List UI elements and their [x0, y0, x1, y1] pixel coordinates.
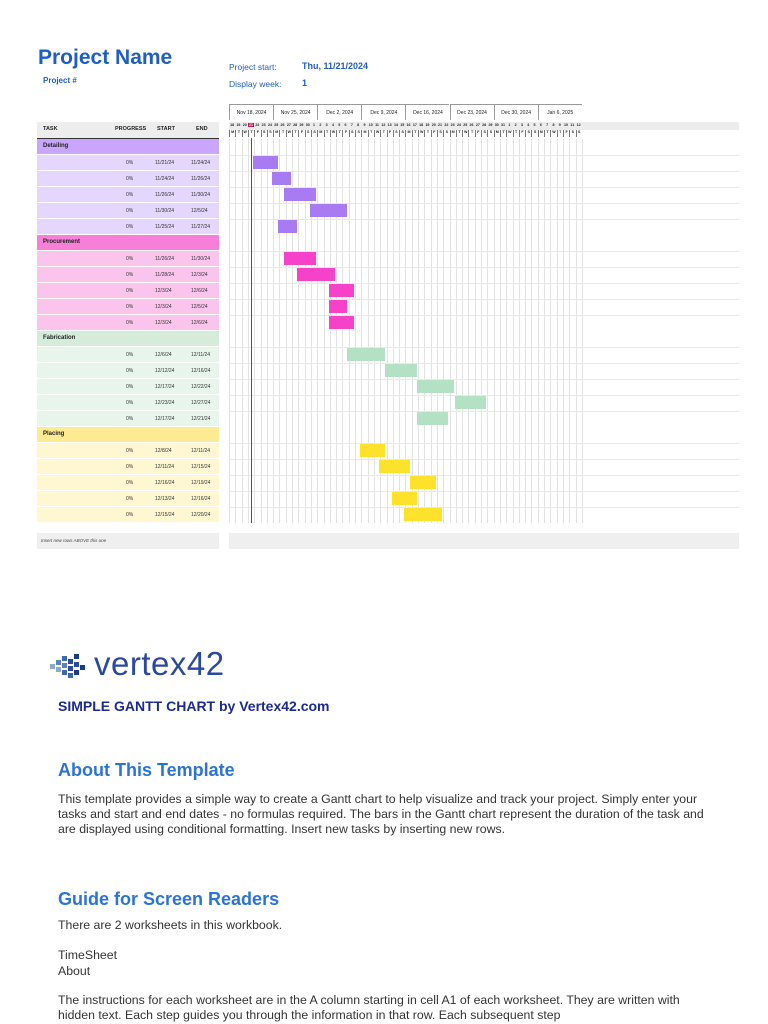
project-name[interactable]: Project Name	[38, 46, 173, 69]
task-start-date[interactable]: 12/3/24	[155, 304, 172, 310]
day-letter: M	[450, 130, 456, 137]
day-number: 22	[444, 123, 449, 127]
gantt-bar[interactable]	[272, 172, 291, 185]
week-header	[538, 104, 582, 120]
day-letter: S	[355, 130, 361, 137]
day-number: 11	[375, 123, 379, 127]
task-progress[interactable]: 0%	[126, 192, 134, 198]
day-number: 3	[520, 123, 523, 127]
day-letter: S	[311, 130, 317, 137]
day-letter: T	[557, 130, 563, 137]
day-letter: T	[380, 130, 386, 137]
day-letter: S	[399, 130, 405, 137]
task-progress[interactable]: 0%	[126, 464, 134, 470]
day-number: 24	[267, 123, 272, 127]
day-number: 19	[425, 123, 430, 127]
day-letter: T	[424, 130, 430, 137]
phase-title: Fabrication	[43, 335, 76, 341]
day-letter: M	[317, 130, 323, 137]
task-start-date[interactable]: 12/6/24	[155, 352, 172, 358]
task-start-date[interactable]: 12/13/24	[155, 496, 175, 502]
gantt-bar[interactable]	[297, 268, 335, 281]
task-start-date[interactable]: 12/11/24	[155, 464, 175, 470]
task-progress[interactable]: 0%	[126, 256, 134, 262]
day-letter: M	[229, 130, 235, 137]
phase-row[interactable]	[37, 139, 219, 155]
day-letter: M	[494, 130, 500, 137]
day-number: 1	[508, 123, 511, 127]
task-start-date[interactable]: 11/30/24	[155, 208, 175, 214]
task-end-date[interactable]: 11/27/24	[191, 224, 211, 230]
day-number: 9	[558, 123, 561, 127]
day-letter: F	[387, 130, 393, 137]
task-progress[interactable]: 0%	[126, 384, 134, 390]
task-start-date[interactable]: 12/3/24	[155, 320, 172, 326]
day-letter: S	[305, 130, 311, 137]
day-number: 28	[482, 123, 487, 127]
table-row[interactable]	[37, 443, 219, 459]
week-label: Dec 2, 2024	[326, 110, 354, 116]
day-number: 20	[242, 123, 247, 127]
table-row[interactable]	[37, 475, 219, 491]
gantt-bar[interactable]	[253, 156, 278, 169]
guide-intro: There are 2 worksheets in this workbook.	[58, 918, 283, 932]
today-line	[251, 138, 252, 523]
day-letter: F	[519, 130, 525, 137]
day-letter: T	[324, 130, 330, 137]
task-end-date[interactable]: 12/5/24	[191, 304, 208, 310]
day-number: 24	[456, 123, 461, 127]
gantt-bar[interactable]	[329, 300, 348, 313]
day-number: 30	[494, 123, 499, 127]
task-progress[interactable]: 0%	[126, 480, 134, 486]
week-label: Nov 18, 2024	[236, 110, 267, 116]
table-row[interactable]	[37, 251, 219, 267]
task-end-date[interactable]: 12/3/24	[191, 272, 208, 278]
task-end-date[interactable]: 11/30/24	[191, 192, 211, 198]
day-number: 15	[400, 123, 405, 127]
day-letter: M	[361, 130, 367, 137]
task-end-date[interactable]: 11/26/24	[191, 176, 211, 182]
about-heading: About This Template	[58, 760, 235, 780]
day-number: 22	[255, 123, 260, 127]
table-row[interactable]	[37, 219, 219, 235]
day-number: 7	[350, 123, 353, 127]
gantt-bar[interactable]	[455, 396, 487, 409]
day-number: 18	[419, 123, 424, 127]
task-end-date[interactable]: 12/11/24	[191, 448, 211, 454]
day-number: 2	[514, 123, 517, 127]
task-progress[interactable]: 0%	[126, 288, 134, 294]
task-progress[interactable]: 0%	[126, 224, 134, 230]
task-start-date[interactable]: 11/25/24	[155, 224, 175, 230]
task-start-date[interactable]: 11/24/24	[155, 176, 175, 182]
week-label: Dec 9, 2024	[370, 110, 398, 116]
task-progress[interactable]: 0%	[126, 272, 134, 278]
task-end-date[interactable]: 12/27/24	[191, 400, 211, 406]
day-number: 11	[570, 123, 575, 127]
day-number: 29	[488, 123, 493, 127]
gantt-phase-band	[229, 427, 739, 523]
day-number: 10	[368, 123, 373, 127]
day-letter: F	[254, 130, 260, 137]
task-start-date[interactable]: 12/16/24	[155, 480, 175, 486]
task-progress[interactable]: 0%	[126, 512, 134, 518]
day-number: 23	[261, 123, 266, 127]
insert-rows-note-row	[37, 533, 219, 549]
day-letter: M	[273, 130, 279, 137]
day-number: 21	[249, 123, 254, 127]
day-letter: S	[267, 130, 273, 137]
day-number: 25	[274, 123, 279, 127]
vertex42-logo-icon	[48, 650, 92, 684]
day-letter: S	[576, 130, 582, 137]
day-letter: T	[412, 130, 418, 137]
task-progress[interactable]: 0%	[126, 416, 134, 422]
vertex42-logo	[48, 645, 225, 689]
week-header	[405, 104, 449, 120]
day-letter: T	[456, 130, 462, 137]
day-number: 12	[576, 123, 581, 127]
gantt-bar[interactable]	[379, 460, 411, 473]
day-letter: W	[462, 130, 468, 137]
phase-title: Placing	[43, 431, 65, 437]
week-header	[317, 104, 361, 120]
task-progress[interactable]: 0%	[126, 320, 134, 326]
day-number: 4	[527, 123, 530, 127]
day-number: 16	[406, 123, 411, 127]
logo-wordmark: vertex42	[94, 645, 225, 682]
table-row[interactable]	[37, 363, 219, 379]
day-number: 28	[293, 123, 298, 127]
day-letter: T	[544, 130, 550, 137]
day-letter: M	[538, 130, 544, 137]
day-number: 21	[438, 123, 443, 127]
day-letter: F	[475, 130, 481, 137]
day-letter: W	[330, 130, 336, 137]
gantt-bar[interactable]	[410, 476, 435, 489]
gantt-phase-band	[229, 331, 739, 427]
day-number: 31	[501, 123, 506, 127]
day-number: 4	[331, 123, 334, 127]
day-number: 6	[539, 123, 542, 127]
task-progress[interactable]: 0%	[126, 496, 134, 502]
day-number: 25	[463, 123, 468, 127]
gantt-bar[interactable]	[404, 508, 442, 521]
gantt-bar[interactable]	[392, 492, 417, 505]
column-header-task: TASK	[43, 126, 58, 132]
task-end-date[interactable]: 12/20/24	[191, 512, 211, 518]
day-number: 14	[393, 123, 398, 127]
day-number: 2	[319, 123, 322, 127]
gantt-bar[interactable]	[329, 284, 354, 297]
day-number: 27	[475, 123, 480, 127]
task-start-date[interactable]: 12/12/24	[155, 368, 175, 374]
day-letter: S	[481, 130, 487, 137]
day-letter: W	[550, 130, 556, 137]
day-letter: M	[405, 130, 411, 137]
task-start-date[interactable]: 12/17/24	[155, 416, 175, 422]
column-header-start: START	[157, 126, 175, 132]
project-start-value[interactable]: Thu, 11/21/2024	[302, 61, 369, 71]
day-number: 13	[387, 123, 392, 127]
day-number: 27	[286, 123, 291, 127]
day-letter: T	[292, 130, 298, 137]
template-title[interactable]: SIMPLE GANTT CHART by Vertex42.com	[58, 698, 330, 714]
task-progress[interactable]: 0%	[126, 368, 134, 374]
column-header-end: END	[196, 126, 208, 132]
gantt-bar[interactable]	[385, 364, 417, 377]
day-number: 19	[236, 123, 241, 127]
day-letter: S	[443, 130, 449, 137]
day-letter: W	[506, 130, 512, 137]
sheet-name-timesheet: TimeSheet	[58, 948, 118, 962]
gantt-bar[interactable]	[417, 380, 455, 393]
gantt-bar[interactable]	[360, 444, 385, 457]
day-number: 17	[412, 123, 417, 127]
day-letter: T	[513, 130, 519, 137]
table-row[interactable]	[37, 491, 219, 507]
day-letter: T	[235, 130, 241, 137]
day-number: 8	[357, 123, 360, 127]
phase-title: Detailing	[43, 143, 69, 149]
day-letter: F	[342, 130, 348, 137]
day-number: 29	[299, 123, 304, 127]
task-progress[interactable]: 0%	[126, 176, 134, 182]
task-start-date[interactable]: 12/17/24	[155, 384, 175, 390]
task-progress[interactable]: 0%	[126, 352, 134, 358]
table-row[interactable]	[37, 283, 219, 299]
phase-row[interactable]	[37, 427, 219, 443]
gantt-bar[interactable]	[329, 316, 354, 329]
day-letter: T	[500, 130, 506, 137]
day-number: 6	[344, 123, 347, 127]
table-row[interactable]	[37, 171, 219, 187]
day-letter: T	[336, 130, 342, 137]
task-start-date[interactable]: 12/8/24	[155, 448, 172, 454]
task-end-date[interactable]: 12/16/24	[191, 368, 211, 374]
table-row[interactable]	[37, 347, 219, 363]
week-header	[229, 104, 273, 120]
table-header-row	[37, 122, 219, 139]
task-start-date[interactable]: 11/26/24	[155, 192, 175, 198]
day-number: 26	[469, 123, 474, 127]
day-number: 3	[325, 123, 328, 127]
day-letter: S	[525, 130, 531, 137]
table-row[interactable]	[37, 411, 219, 427]
gantt-footer-bar	[229, 533, 739, 549]
display-week-value[interactable]: 1	[302, 78, 308, 88]
week-label: Dec 16, 2024	[413, 110, 443, 116]
day-letter: F	[431, 130, 437, 137]
day-letter: T	[279, 130, 285, 137]
day-number: 23	[450, 123, 455, 127]
table-row[interactable]	[37, 507, 219, 523]
task-progress[interactable]: 0%	[126, 448, 134, 454]
phase-title: Procurement	[43, 239, 81, 245]
day-letter: S	[261, 130, 267, 137]
table-row[interactable]	[37, 315, 219, 331]
week-header	[273, 104, 317, 120]
task-end-date[interactable]: 12/21/24	[191, 416, 211, 422]
gantt-bar[interactable]	[310, 204, 348, 217]
guide-body: The instructions for each worksheet are in the A column starting in cell A1 of each worksheet. They are written with hidden text. Each step guides you through the information in that row. Each subsequent step	[58, 993, 680, 1022]
gantt-bar[interactable]	[347, 348, 385, 361]
table-row[interactable]	[37, 395, 219, 411]
day-letter: W	[374, 130, 380, 137]
day-number: 10	[564, 123, 569, 127]
table-row[interactable]	[37, 299, 219, 315]
week-label: Dec 30, 2024	[501, 110, 532, 116]
day-number: 18	[230, 123, 235, 127]
gantt-bar[interactable]	[417, 412, 449, 425]
day-number: 7	[546, 123, 549, 127]
task-start-date[interactable]: 11/26/24	[155, 256, 175, 262]
task-end-date[interactable]: 12/15/24	[191, 464, 211, 470]
gantt-bar[interactable]	[284, 188, 316, 201]
sheet-name-about: About	[58, 964, 91, 978]
gantt-bar[interactable]	[284, 252, 316, 265]
task-end-date[interactable]: 12/6/24	[191, 320, 208, 326]
day-letter: S	[437, 130, 443, 137]
day-letter: W	[286, 130, 292, 137]
day-letter: S	[349, 130, 355, 137]
task-end-date[interactable]: 12/22/24	[191, 384, 211, 390]
day-letter: S	[393, 130, 399, 137]
task-start-date[interactable]: 12/15/24	[155, 512, 175, 518]
task-end-date[interactable]: 12/11/24	[191, 352, 211, 358]
gantt-phase-band	[229, 139, 739, 235]
gantt-bar[interactable]	[278, 220, 297, 233]
table-row[interactable]	[37, 379, 219, 395]
task-start-date[interactable]: 11/21/24	[155, 160, 175, 166]
display-week-label: Display week:	[229, 79, 282, 89]
task-end-date[interactable]: 12/6/24	[191, 288, 208, 294]
week-label: Dec 23, 2024	[457, 110, 487, 116]
table-row[interactable]	[37, 459, 219, 475]
day-letter: T	[468, 130, 474, 137]
task-progress[interactable]: 0%	[126, 304, 134, 310]
task-end-date[interactable]: 11/24/24	[191, 160, 211, 166]
day-letter: S	[487, 130, 493, 137]
day-number: 12	[381, 123, 386, 127]
week-header	[361, 104, 405, 120]
week-header	[450, 104, 494, 120]
task-progress[interactable]: 0%	[126, 160, 134, 166]
table-row[interactable]	[37, 267, 219, 283]
task-end-date[interactable]: 12/19/24	[191, 480, 211, 486]
day-number: 20	[431, 123, 436, 127]
day-letter: S	[569, 130, 575, 137]
day-letter: S	[531, 130, 537, 137]
day-number: 9	[363, 123, 366, 127]
about-body: This template provides a simple way to create a Gantt chart to help visualize and track your project. Simply enter your tasks and start and end dates - no formulas required. The bars in the Gantt chart represent the duration of the task and are displayed using conditional formatting. Insert new tasks by inserting new rows.	[58, 792, 704, 836]
guide-heading: Guide for Screen Readers	[58, 889, 280, 909]
phase-row[interactable]	[37, 331, 219, 347]
task-progress[interactable]: 0%	[126, 400, 134, 406]
day-letter: F	[563, 130, 569, 137]
task-end-date[interactable]: 12/16/24	[191, 496, 211, 502]
day-number: 8	[552, 123, 555, 127]
table-row[interactable]	[37, 187, 219, 203]
day-number: 26	[280, 123, 285, 127]
task-start-date[interactable]: 11/28/24	[155, 272, 175, 278]
task-progress[interactable]: 0%	[126, 208, 134, 214]
gantt-phase-band	[229, 235, 739, 331]
week-label: Nov 25, 2024	[280, 110, 311, 116]
day-number: 1	[313, 123, 316, 127]
day-letter: W	[418, 130, 424, 137]
day-number: 5	[533, 123, 536, 127]
column-header-progress: PROGRESS	[115, 126, 147, 132]
day-number: 5	[338, 123, 341, 127]
week-header	[494, 104, 538, 120]
task-end-date[interactable]: 12/5/24	[191, 208, 208, 214]
gantt-chart	[229, 104, 739, 562]
project-number[interactable]: Project #	[43, 76, 77, 85]
task-start-date[interactable]: 12/23/24	[155, 400, 175, 406]
task-start-date[interactable]: 12/3/24	[155, 288, 172, 294]
day-letter: W	[242, 130, 248, 137]
day-number: 30	[305, 123, 310, 127]
insert-rows-note: Insert new rows ABOVE this one	[41, 538, 107, 543]
phase-row[interactable]	[37, 235, 219, 251]
task-end-date[interactable]: 11/30/24	[191, 256, 211, 262]
table-row[interactable]	[37, 155, 219, 171]
table-row[interactable]	[37, 203, 219, 219]
day-letter: T	[368, 130, 374, 137]
project-start-label: Project start:	[229, 62, 277, 72]
day-letter: F	[298, 130, 304, 137]
day-letter: T	[248, 130, 254, 137]
week-label: Jan 6, 2025	[547, 110, 574, 116]
